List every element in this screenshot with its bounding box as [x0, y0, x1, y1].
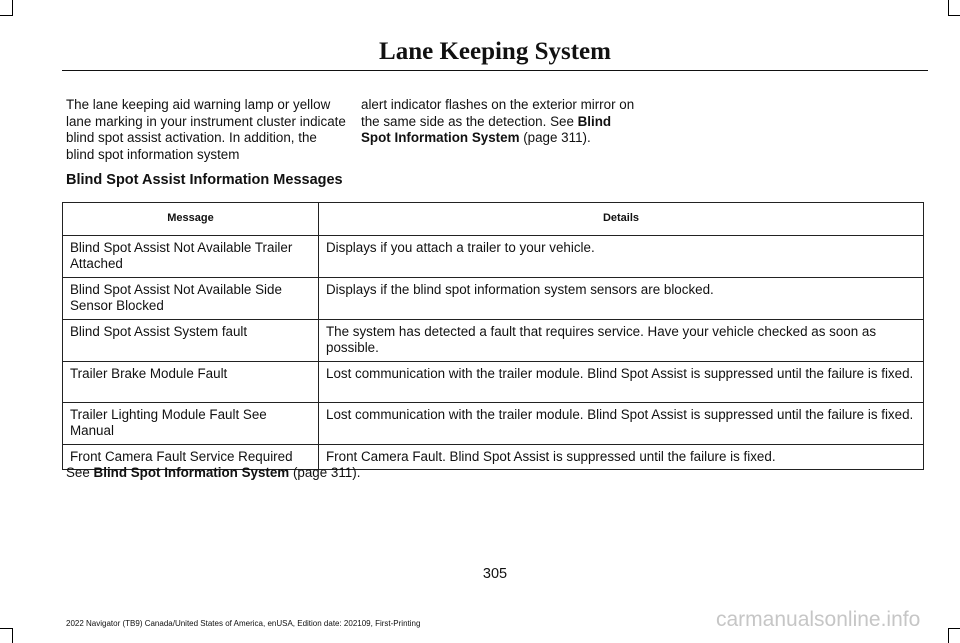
blind-spot-info-link[interactable]: Blind Spot Information System — [361, 113, 612, 145]
message-cell: Trailer Lighting Module Fault See Manual — [63, 402, 319, 444]
crop-mark-bottom-right-h — [948, 628, 960, 629]
crop-mark-top-right-v — [948, 0, 949, 15]
details-cell: Displays if the blind spot information system sensors are blocked. — [319, 277, 924, 319]
intro-column-1: The lane keeping aid warning lamp or yellow lane marking in your instrument cluster indicate blind spot assist activation. In addition, the blind spot information system — [66, 97, 346, 162]
table-row — [63, 361, 924, 402]
intro-column-2 — [361, 97, 641, 147]
page-number: 305 — [482, 566, 508, 582]
crop-mark-bottom-left-v — [12, 628, 13, 643]
crop-mark-top-left-h — [0, 15, 13, 16]
crop-mark-top-left-v — [12, 0, 13, 15]
details-cell: The system has detected a fault that requires service. Have your vehicle checked as soon as possible. — [319, 319, 924, 361]
details-cell: Lost communication with the trailer module. Blind Spot Assist is suppressed until the failure is fixed. — [319, 361, 924, 402]
intro-col2-text: alert indicator flashes on the exterior mirror on the same side as the detection. See — [361, 97, 635, 129]
page-title: Lane Keeping System — [379, 38, 611, 65]
watermark: carmanualsonline.info — [716, 608, 921, 631]
table-row — [63, 319, 924, 361]
details-cell: Lost communication with the trailer module. Blind Spot Assist is suppressed until the failure is fixed. — [319, 402, 924, 444]
see-prefix: See — [66, 465, 94, 480]
see-also — [66, 465, 360, 480]
message-cell: Blind Spot Assist Not Available Trailer Attached — [63, 235, 319, 277]
crop-mark-bottom-right-v — [948, 628, 949, 643]
message-cell: Trailer Brake Module Fault — [63, 361, 319, 402]
message-column-header: Message — [63, 203, 319, 236]
table-row — [63, 235, 924, 277]
details-cell: Displays if you attach a trailer to your vehicle. — [319, 235, 924, 277]
header-rule — [62, 70, 928, 71]
table-header-row — [63, 203, 924, 236]
crop-mark-top-right-h — [948, 15, 960, 16]
see-also-link[interactable]: Blind Spot Information System — [93, 465, 290, 480]
footer-edition-text: 2022 Navigator (TB9) Canada/United States of America, enUSA, Edition date: 202109, First-Printing — [66, 619, 421, 628]
see-page-ref: (page 311). — [289, 465, 361, 480]
message-cell: Blind Spot Assist System fault — [63, 319, 319, 361]
table-row — [63, 402, 924, 444]
details-column-header: Details — [319, 203, 924, 236]
section-heading: Blind Spot Assist Information Messages — [66, 172, 343, 188]
message-cell: Blind Spot Assist Not Available Side Sensor Blocked — [63, 277, 319, 319]
table-row — [63, 277, 924, 319]
messages-table — [62, 202, 924, 470]
message-cell: Front Camera Fault Service Required — [63, 444, 319, 470]
crop-mark-bottom-left-h — [0, 628, 13, 629]
details-cell: Front Camera Fault. Blind Spot Assist is suppressed until the failure is fixed. — [319, 444, 924, 470]
intro-col2-page-ref: (page 311). — [519, 130, 591, 145]
